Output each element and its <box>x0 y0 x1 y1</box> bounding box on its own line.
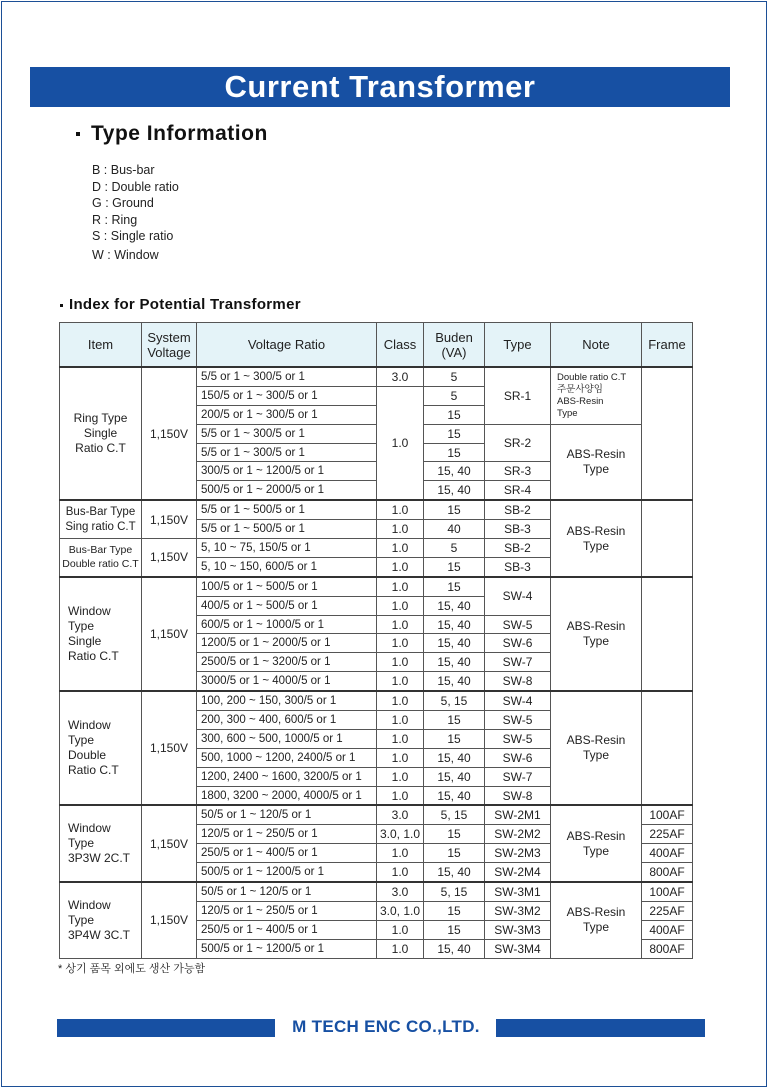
buden-cell: 15 <box>424 844 485 863</box>
class-cell: 1.0 <box>377 748 424 767</box>
buden-cell: 15 <box>424 443 485 462</box>
type-legend-item: R : Ring <box>92 212 138 227</box>
index-title: Index for Potential Transformer <box>69 296 301 313</box>
type-legend <box>92 162 179 264</box>
class-cell: 1.0 <box>377 767 424 786</box>
header-voltage-ratio: Voltage Ratio <box>197 323 377 368</box>
frame-cell <box>642 577 693 691</box>
ratio-cell: 5, 10 ~ 150, 600/5 or 1 <box>197 557 377 576</box>
item-cell: Bus-Bar Type Double ratio C.T <box>60 539 142 577</box>
frame-cell: 225AF <box>642 901 693 920</box>
item-cell: Window Type Double Ratio C.T <box>60 691 142 805</box>
buden-cell: 5, 15 <box>424 882 485 901</box>
buden-cell: 15, 40 <box>424 653 485 672</box>
buden-cell: 15 <box>424 729 485 748</box>
buden-cell: 5, 15 <box>424 805 485 824</box>
type-cell: SW-7 <box>485 653 551 672</box>
buden-cell: 15, 40 <box>424 939 485 958</box>
type-cell: SW-4 <box>485 691 551 710</box>
note-cell: ABS-Resin Type <box>551 882 642 958</box>
voltage-cell: 1,150V <box>142 500 197 538</box>
type-cell: SR-1 <box>485 367 551 424</box>
type-cell: SW-2M4 <box>485 863 551 882</box>
class-cell: 1.0 <box>377 729 424 748</box>
frame-cell: 100AF <box>642 805 693 824</box>
ratio-cell: 5, 10 ~ 75, 150/5 or 1 <box>197 539 377 558</box>
buden-cell: 15 <box>424 711 485 730</box>
table-row <box>60 691 693 710</box>
ratio-cell: 50/5 or 1 ~ 120/5 or 1 <box>197 805 377 824</box>
class-cell: 1.0 <box>377 557 424 576</box>
voltage-cell: 1,150V <box>142 691 197 805</box>
header-buden: Buden (VA) <box>424 323 485 368</box>
buden-cell: 40 <box>424 520 485 539</box>
note-cell: ABS-Resin Type <box>551 577 642 691</box>
buden-cell: 15 <box>424 424 485 443</box>
voltage-cell: 1,150V <box>142 805 197 882</box>
class-cell: 1.0 <box>377 539 424 558</box>
class-cell: 3.0, 1.0 <box>377 901 424 920</box>
buden-cell: 15 <box>424 500 485 519</box>
ratio-cell: 120/5 or 1 ~ 250/5 or 1 <box>197 825 377 844</box>
ratio-cell: 5/5 or 1 ~ 500/5 or 1 <box>197 500 377 519</box>
ratio-cell: 3000/5 or 1 ~ 4000/5 or 1 <box>197 672 377 691</box>
type-cell: SB-3 <box>485 520 551 539</box>
item-cell: Window Type 3P4W 3C.T <box>60 882 142 958</box>
table-row <box>60 367 693 386</box>
header-note: Note <box>551 323 642 368</box>
ratio-cell: 50/5 or 1 ~ 120/5 or 1 <box>197 882 377 901</box>
note-cell: ABS-Resin Type <box>551 500 642 577</box>
type-cell: SW-7 <box>485 767 551 786</box>
buden-cell: 5, 15 <box>424 691 485 710</box>
bullet-icon <box>60 304 63 307</box>
class-cell: 1.0 <box>377 653 424 672</box>
ratio-cell: 500, 1000 ~ 1200, 2400/5 or 1 <box>197 748 377 767</box>
ratio-cell: 1200/5 or 1 ~ 2000/5 or 1 <box>197 634 377 653</box>
buden-cell: 15 <box>424 577 485 596</box>
class-cell: 1.0 <box>377 863 424 882</box>
table-row <box>60 577 693 596</box>
class-cell: 1.0 <box>377 939 424 958</box>
voltage-cell: 1,150V <box>142 882 197 958</box>
class-cell: 1.0 <box>377 520 424 539</box>
ratio-cell: 1800, 3200 ~ 2000, 4000/5 or 1 <box>197 786 377 805</box>
voltage-cell: 1,150V <box>142 367 197 500</box>
ratio-cell: 200/5 or 1 ~ 300/5 or 1 <box>197 405 377 424</box>
buden-cell: 15 <box>424 825 485 844</box>
buden-cell: 15, 40 <box>424 748 485 767</box>
type-cell: SW-6 <box>485 634 551 653</box>
type-cell: SR-3 <box>485 462 551 481</box>
ratio-cell: 1200, 2400 ~ 1600, 3200/5 or 1 <box>197 767 377 786</box>
table-row <box>60 805 693 824</box>
ratio-cell: 250/5 or 1 ~ 400/5 or 1 <box>197 844 377 863</box>
ratio-cell: 5/5 or 1 ~ 300/5 or 1 <box>197 367 377 386</box>
type-cell: SW-3M1 <box>485 882 551 901</box>
buden-cell: 15 <box>424 920 485 939</box>
buden-cell: 5 <box>424 539 485 558</box>
ratio-cell: 500/5 or 1 ~ 1200/5 or 1 <box>197 939 377 958</box>
buden-cell: 15, 40 <box>424 767 485 786</box>
type-legend-item: D : Double ratio <box>92 179 179 194</box>
table-row <box>60 882 693 901</box>
buden-cell: 15, 40 <box>424 863 485 882</box>
type-cell: SW-3M2 <box>485 901 551 920</box>
header-system-voltage: System Voltage <box>142 323 197 368</box>
item-cell: Window Type Single Ratio C.T <box>60 577 142 691</box>
type-cell: SB-3 <box>485 557 551 576</box>
header-type: Type <box>485 323 551 368</box>
page-title: Current Transformer <box>30 67 730 107</box>
item-cell: Ring Type Single Ratio C.T <box>60 367 142 500</box>
type-information-heading <box>76 122 268 146</box>
type-cell: SR-2 <box>485 424 551 462</box>
ratio-cell: 250/5 or 1 ~ 400/5 or 1 <box>197 920 377 939</box>
voltage-cell: 1,150V <box>142 577 197 691</box>
buden-cell: 15 <box>424 901 485 920</box>
type-cell: SB-2 <box>485 500 551 519</box>
item-cell: Bus-Bar Type Sing ratio C.T <box>60 500 142 538</box>
ratio-cell: 200, 300 ~ 400, 600/5 or 1 <box>197 711 377 730</box>
type-legend-item: B : Bus-bar <box>92 163 155 177</box>
buden-cell: 15, 40 <box>424 634 485 653</box>
header-class: Class <box>377 323 424 368</box>
note-cell: Double ratio C.T 주문사양임 ABS-Resin Type <box>551 367 642 424</box>
class-cell: 1.0 <box>377 596 424 615</box>
index-table <box>59 322 693 959</box>
buden-cell: 15, 40 <box>424 481 485 500</box>
buden-cell: 15, 40 <box>424 672 485 691</box>
type-cell: SW-5 <box>485 615 551 634</box>
ratio-cell: 300/5 or 1 ~ 1200/5 or 1 <box>197 462 377 481</box>
type-cell: SB-2 <box>485 539 551 558</box>
ratio-cell: 300, 600 ~ 500, 1000/5 or 1 <box>197 729 377 748</box>
footer-bar-left <box>57 1019 275 1037</box>
buden-cell: 15 <box>424 405 485 424</box>
note-cell: ABS-Resin Type <box>551 805 642 882</box>
type-information-title: Type Information <box>91 122 268 145</box>
type-cell: SW-2M2 <box>485 825 551 844</box>
class-cell: 1.0 <box>377 844 424 863</box>
company-name: M TECH ENC CO.,LTD. <box>292 1017 480 1036</box>
voltage-cell: 1,150V <box>142 539 197 577</box>
bullet-icon <box>76 132 80 136</box>
ratio-cell: 5/5 or 1 ~ 300/5 or 1 <box>197 424 377 443</box>
frame-cell: 400AF <box>642 844 693 863</box>
type-legend-item: W : Window <box>92 247 159 262</box>
ratio-cell: 500/5 or 1 ~ 1200/5 or 1 <box>197 863 377 882</box>
type-cell: SW-8 <box>485 786 551 805</box>
frame-cell: 225AF <box>642 825 693 844</box>
buden-cell: 15, 40 <box>424 786 485 805</box>
type-legend-item: G : Ground <box>92 196 154 211</box>
frame-cell: 400AF <box>642 920 693 939</box>
ratio-cell: 120/5 or 1 ~ 250/5 or 1 <box>197 901 377 920</box>
buden-cell: 15, 40 <box>424 615 485 634</box>
class-cell: 1.0 <box>377 386 424 500</box>
frame-cell <box>642 691 693 805</box>
type-cell: SW-6 <box>485 748 551 767</box>
ratio-cell: 5/5 or 1 ~ 300/5 or 1 <box>197 443 377 462</box>
frame-cell: 800AF <box>642 939 693 958</box>
type-cell: SW-5 <box>485 711 551 730</box>
type-cell: SW-3M3 <box>485 920 551 939</box>
type-cell: SW-5 <box>485 729 551 748</box>
footer-bar-right <box>496 1019 705 1037</box>
table-row <box>60 500 693 519</box>
type-legend-item: S : Single ratio <box>92 229 174 244</box>
class-cell: 1.0 <box>377 615 424 634</box>
class-cell: 1.0 <box>377 920 424 939</box>
ratio-cell: 400/5 or 1 ~ 500/5 or 1 <box>197 596 377 615</box>
frame-cell <box>642 500 693 577</box>
class-cell: 1.0 <box>377 672 424 691</box>
class-cell: 1.0 <box>377 500 424 519</box>
class-cell: 1.0 <box>377 691 424 710</box>
frame-cell: 100AF <box>642 882 693 901</box>
header-frame: Frame <box>642 323 693 368</box>
class-cell: 3.0 <box>377 882 424 901</box>
index-heading <box>60 296 301 313</box>
ratio-cell: 600/5 or 1 ~ 1000/5 or 1 <box>197 615 377 634</box>
table-header-row <box>60 323 693 368</box>
note-cell: ABS-Resin Type <box>551 691 642 805</box>
buden-cell: 15, 40 <box>424 596 485 615</box>
class-cell: 3.0, 1.0 <box>377 825 424 844</box>
buden-cell: 5 <box>424 367 485 386</box>
ratio-cell: 100/5 or 1 ~ 500/5 or 1 <box>197 577 377 596</box>
frame-cell: 800AF <box>642 863 693 882</box>
buden-cell: 5 <box>424 386 485 405</box>
buden-cell: 15 <box>424 557 485 576</box>
class-cell: 1.0 <box>377 786 424 805</box>
class-cell: 3.0 <box>377 805 424 824</box>
ratio-cell: 500/5 or 1 ~ 2000/5 or 1 <box>197 481 377 500</box>
class-cell: 1.0 <box>377 577 424 596</box>
class-cell: 1.0 <box>377 711 424 730</box>
buden-cell: 15, 40 <box>424 462 485 481</box>
type-cell: SR-4 <box>485 481 551 500</box>
frame-cell <box>642 367 693 500</box>
class-cell: 3.0 <box>377 367 424 386</box>
type-cell: SW-4 <box>485 577 551 615</box>
ratio-cell: 100, 200 ~ 150, 300/5 or 1 <box>197 691 377 710</box>
ratio-cell: 2500/5 or 1 ~ 3200/5 or 1 <box>197 653 377 672</box>
type-cell: SW-2M3 <box>485 844 551 863</box>
item-cell: Window Type 3P3W 2C.T <box>60 805 142 882</box>
type-cell: SW-8 <box>485 672 551 691</box>
type-cell: SW-2M1 <box>485 805 551 824</box>
type-cell: SW-3M4 <box>485 939 551 958</box>
footnote: * 상기 품목 외에도 생산 가능함 <box>58 963 206 975</box>
note-cell: ABS-Resin Type <box>551 424 642 500</box>
ratio-cell: 5/5 or 1 ~ 500/5 or 1 <box>197 520 377 539</box>
header-item: Item <box>60 323 142 368</box>
ratio-cell: 150/5 or 1 ~ 300/5 or 1 <box>197 386 377 405</box>
class-cell: 1.0 <box>377 634 424 653</box>
